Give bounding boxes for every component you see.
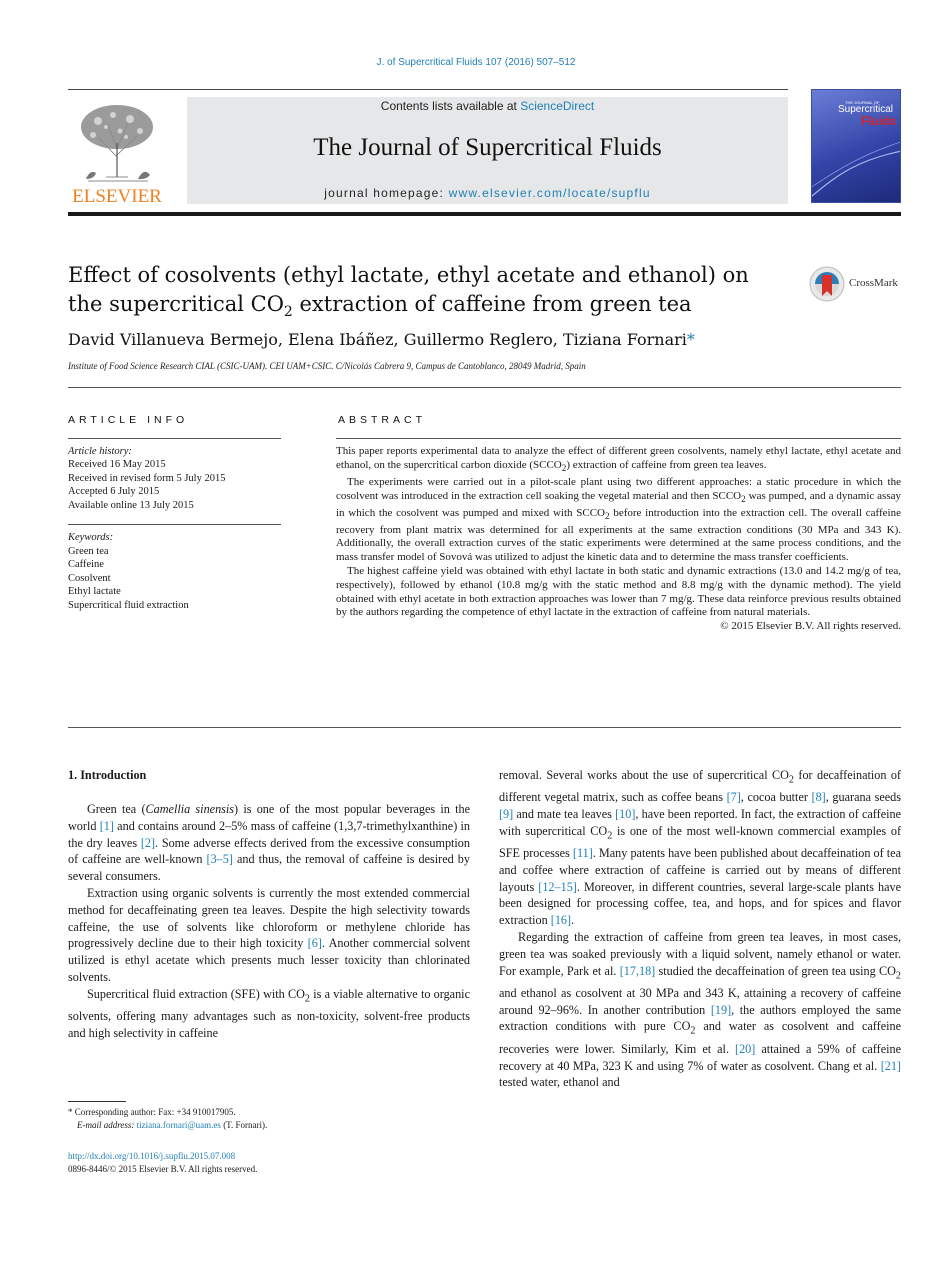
abstract-text: The experiments were carried out in a pilot-scale plant using two different approaches: a static procedure in which the cosolvent was introduced in the extraction cell soaking the vegetal material and then SCCO (336, 475, 901, 502)
body-text: . Many patents have been published about decaffeination of tea and coffee where extraction of caffeine is carried out by means of different layouts (499, 846, 901, 894)
body-text: for decaffeination of different vegetal matrix, such as coffee beans (499, 768, 901, 805)
copyright-notice: © 2015 Elsevier B.V. All rights reserved. (720, 620, 901, 633)
body-text: , have been reported. In fact, the extraction of caffeine with supercritical CO (499, 807, 901, 838)
body-text: , guarana seeds (825, 790, 901, 805)
citation-link[interactable]: [1] (99, 818, 114, 833)
article-info-rule (68, 438, 281, 439)
contents-prefix: Contents lists available at (380, 99, 521, 113)
author-names: David Villanueva Bermejo, Elena Ibáñez, Guillermo Reglero, Tiziana Fornari (68, 330, 687, 349)
abstract-text: was pumped, and a dynamic assay in which the cosolvent was pumped and mixed with SCCO (336, 489, 902, 519)
subscript: 2 (895, 970, 901, 982)
history-item: Received 16 May 2015 (68, 459, 166, 471)
body-text: Supercritical fluid extraction (SFE) with CO (87, 986, 305, 1001)
body-text: attained a 59% of caffeine recovery at 40 MPa, 323 K and using 7% of water as cosolvent. Chang et al. (499, 1041, 901, 1073)
body-paragraph (68, 986, 470, 1042)
citation-link[interactable]: [3–5] (206, 852, 233, 867)
citation-link[interactable]: [2] (140, 835, 156, 850)
divider-rule (68, 727, 901, 728)
citation-link[interactable]: [11] (572, 846, 593, 861)
body-text: and ethanol as cosolvent at 30 MPa and 343 K, attaining a recovery of caffeine around 92–96%. In another contribution (499, 985, 901, 1017)
body-text: , cocoa butter (740, 790, 812, 805)
history-label: Article history: (68, 446, 132, 457)
cover-title-line2: Fluids (861, 114, 897, 128)
abstract-rule (336, 438, 901, 439)
body-column-left (68, 801, 470, 1042)
title-text-a: Effect of cosolvents (ethyl lactate, ethyl acetate and ethanol) on the supercritical CO (68, 263, 749, 316)
crossmark-icon (809, 266, 845, 302)
subscript: 2 (607, 830, 613, 842)
homepage-prefix: journal homepage: (324, 186, 449, 200)
homepage-line (187, 186, 788, 200)
cover-small-text: THE JOURNAL OF (845, 100, 880, 105)
keyword: Green tea (68, 545, 109, 557)
body-text: removal. Several works about the use of supercritical CO (499, 768, 789, 782)
citation-link[interactable]: [19] (710, 1002, 732, 1017)
body-text: , the authors employed the same extraction conditions with pure CO (499, 1002, 901, 1034)
body-text: is a viable alternative to organic solvents, offering many advantages such as non-toxicity, solvent-free products and high selectivity in caffeine (68, 986, 470, 1040)
citation-link[interactable]: [17,18] (619, 963, 656, 978)
keyword: Supercritical fluid extraction (68, 599, 189, 611)
author-list (68, 330, 695, 349)
subscript: 2 (304, 993, 310, 1005)
body-text: tested water, ethanol and (499, 1075, 620, 1090)
cover-title-line1: Supercritical (838, 104, 894, 115)
journal-title: The Journal of Supercritical Fluids (313, 134, 662, 161)
citation-link[interactable]: [8] (811, 790, 826, 805)
footnote-contact: * Corresponding author: Fax: +34 910017905. (68, 1107, 236, 1117)
abstract-paragraph: The highest caffeine yield was obtained with ethyl lactate in both static and dynamic extractions (13.0 and 14.2 mg/g of tea, respectively), followed by ethanol (10.8 mg/g with the static method and 8.8 mg/g with the dynamic method). The yield obtained with ethyl acetate in both extraction approaches was lower than 7 mg/g. These data reinforce previous results obtained by the authors regarding the competence of ethyl lactate in the extraction of caffeine from natural materials. (336, 564, 901, 619)
article-info-heading: ARTICLE INFO (68, 414, 189, 426)
journal-reference[interactable]: J. of Supercritical Fluids 107 (2016) 507–512 (376, 57, 576, 68)
citation-link[interactable]: [21] (880, 1058, 901, 1073)
history-item: Available online 13 July 2015 (68, 499, 194, 511)
keyword: Cosolvent (68, 572, 111, 584)
body-text: and contains around 2–5% mass of caffeine (1,3,7-trimethylxanthine) in the dry leaves (68, 818, 470, 850)
citation-link[interactable]: [16] (550, 913, 572, 928)
divider-rule (68, 387, 901, 388)
affiliation: Institute of Food Science Research CIAL (CSIC-UAM). CEI UAM+CSIC. C/Nicolás Cabrera 9, Campus de Cantoblanco, 28049 Madrid, Spain (68, 361, 586, 371)
subscript: 2 (741, 493, 746, 504)
body-paragraph (499, 929, 901, 1091)
body-text: Extraction using organic solvents is currently the most extended commercial method for decaffeinating green tea leaves. Despite the high selectivity towards caffeine, the use of solvents like chloroform or methylene chloride has progressively decline due to their high toxicity (68, 885, 470, 951)
body-text: . Moreover, in different countries, several large-scale plants have been designed for processing coffee, tea, and hops, and for spices and flavor extraction (499, 879, 901, 928)
abstract-paragraph (336, 445, 901, 476)
body-text: . (571, 913, 575, 928)
header-thick-rule (68, 212, 901, 216)
body-text: and mate tea leaves (513, 807, 616, 822)
history-item: Received in revised form 5 July 2015 (68, 472, 226, 484)
contents-line (187, 99, 788, 113)
article-history (68, 445, 283, 512)
body-text: studied the decaffeination of green tea using CO (655, 963, 896, 978)
body-paragraph (68, 885, 470, 986)
citation-link[interactable]: [12–15] (538, 879, 577, 894)
body-text: . Some adverse effects derived from the excessive consumption of caffeine are well-known (68, 835, 470, 867)
journal-cover-image[interactable] (811, 89, 901, 203)
publisher-name: ELSEVIER (72, 186, 162, 207)
subscript: 2 (605, 510, 610, 521)
title-text-b: extraction of caffeine from green tea (292, 292, 692, 316)
keywords-rule (68, 524, 281, 525)
crossmark-label: CrossMark (849, 277, 898, 289)
journal-masthead (187, 97, 788, 204)
body-paragraph (499, 767, 901, 929)
doi-link[interactable]: http://dx.doi.org/10.1016/j.supflu.2015.07.008 (68, 1151, 236, 1161)
keywords (68, 531, 283, 613)
issn-line: 0896-8446/© 2015 Elsevier B.V. All rights reserved. (68, 1164, 258, 1174)
homepage-link[interactable]: www.elsevier.com/locate/supflu (448, 186, 651, 200)
body-column-right (499, 767, 901, 1091)
email-label: E-mail address: (77, 1120, 137, 1130)
history-item: Accepted 6 July 2015 (68, 486, 160, 498)
sciencedirect-link[interactable]: ScienceDirect (520, 99, 595, 113)
crossmark-badge[interactable] (809, 266, 903, 302)
abstract-body (336, 445, 901, 634)
abstract-text: This paper reports experimental data to analyze the effect of different green cosolvents, namely ethyl lactate, ethyl acetate and ethanol, on the supercritical carbon dioxide (SCCO (336, 445, 901, 471)
keyword: Ethyl lactate (68, 586, 121, 598)
top-rule (68, 89, 788, 90)
subscript: 2 (561, 462, 567, 473)
body-text: . Another commercial solvent utilized is ethyl acetate which presents much lesser toxicity than chlorinated solvents. (68, 936, 470, 984)
species-name: Camellia sinensis (145, 802, 235, 816)
citation-link[interactable]: [10] (615, 807, 636, 822)
corresponding-author-mark[interactable]: * (686, 330, 695, 349)
citation-link[interactable]: [7] (726, 790, 741, 805)
body-text: ) is one of the most popular beverages in the world (68, 802, 470, 833)
footnote-rule (68, 1101, 126, 1102)
email-link[interactable]: tiziana.fornari@uam.es (136, 1120, 221, 1130)
body-paragraph (68, 801, 470, 885)
doi-block (68, 1150, 257, 1176)
body-text: and water as cosolvent and caffeine recoveries were lower. Similarly, Kim et al. (499, 1019, 901, 1056)
abstract-text: ) extraction of caffeine from green tea leaves. (566, 458, 767, 471)
subscript: 2 (690, 1025, 696, 1037)
corresponding-author-footnote (68, 1106, 468, 1132)
email-suffix: (T. Fornari). (220, 1120, 268, 1130)
body-text: and thus, the removal of caffeine is desired by several consumers. (68, 852, 470, 884)
title-subscript: 2 (283, 304, 293, 321)
keywords-label: Keywords: (68, 532, 114, 543)
body-text: is one of the most well-known commercial examples of SFE processes (499, 823, 902, 861)
body-text: Green tea ( (87, 802, 146, 816)
keyword: Caffeine (68, 559, 104, 571)
citation-link[interactable]: [20] (735, 1041, 756, 1056)
body-text: Regarding the extraction of caffeine from green tea leaves, in most cases, green tea was soaked previously with a liquid solvent, namely ethanol or water. For example, Park et al. (499, 930, 901, 978)
abstract-paragraph (336, 476, 901, 565)
citation-link[interactable]: [9] (499, 807, 514, 822)
abstract-heading: ABSTRACT (338, 414, 427, 426)
abstract-text: before introduction into the extraction cell. The overall caffeine recovery from plant matrix was determined for all experiments at the same extraction conditions (30 MPa and 343 K). Additionally, the overall extraction curves of the static experiments were determined at the same process conditions, and the mass transfer model of Sovová was utilized to adjust the kinetic data and to determine the mass transfer coefficients. (336, 506, 901, 564)
subscript: 2 (788, 774, 794, 786)
article-title (68, 261, 788, 327)
section-heading-introduction: 1. Introduction (68, 768, 147, 782)
citation-link[interactable]: [6] (307, 936, 322, 951)
footnote-email-line (68, 1119, 468, 1132)
